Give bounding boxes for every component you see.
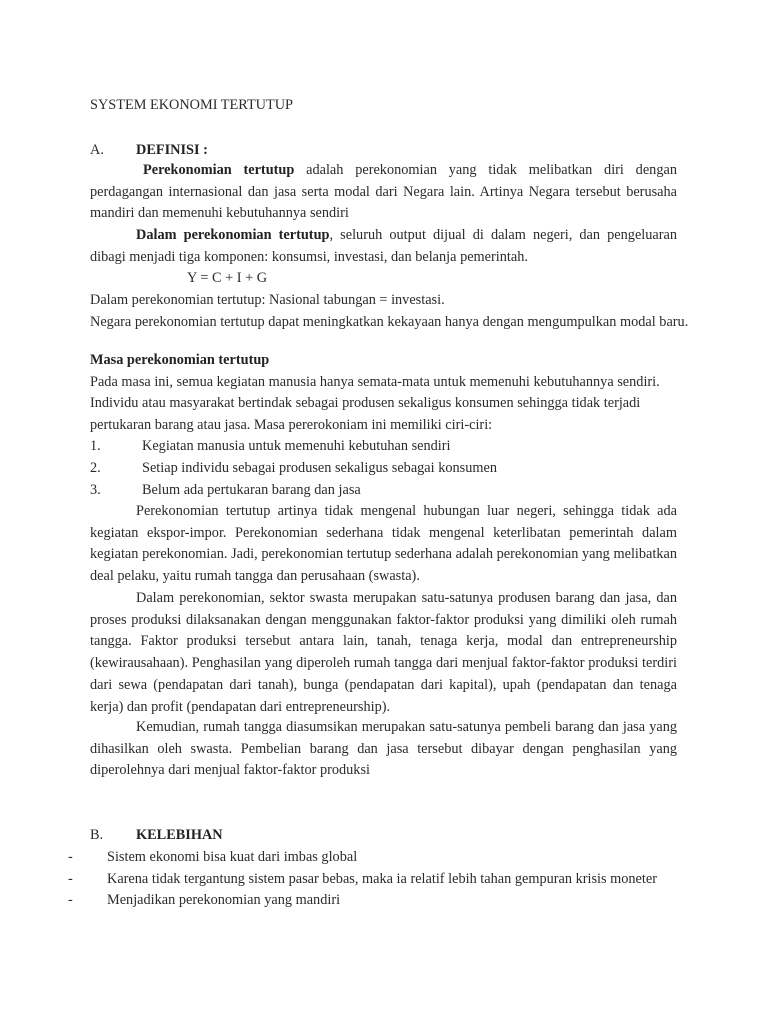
masa-line-1: Pada masa ini, semua kegiatan manusia hanya semata-mata untuk memenuhi kebutuhannya sendiri. [90,374,660,390]
list-number: 3. [90,482,101,498]
savings-statement: Dalam perekonomian tertutup: Nasional tabungan = investasi. [90,292,445,308]
wealth-statement: Negara perekonomian tertutup dapat meningkatkan kekayaan hanya dengan mengumpulkan modal baru. [90,314,689,330]
document-title: SYSTEM EKONOMI TERTUTUP [90,97,294,113]
masa-line-2: Individu atau masyarakat bertindak sebagai produsen sekaligus konsumen sehingga tidak terjadi [90,395,641,411]
list-text: Belum ada pertukaran barang dan jasa [142,482,361,498]
definition-term-1: Perekonomian tertutup [143,162,295,178]
formula: Y = C + I + G [187,270,268,286]
advantage-item [68,869,657,891]
masa-line-3: pertukaran barang atau jasa. Masa pererokoniam ini memiliki ciri-ciri: [90,417,493,433]
list-number: 1. [90,438,101,454]
dash-bullet: - [68,871,73,887]
section-a-title: DEFINISI : [136,142,208,158]
list-item [90,458,497,480]
closed-economy-paragraph: Perekonomian tertutup artinya tidak mengenal hubungan luar negeri, sehingga tidak ada kegiatan ekspor-impor. Perekonomian sederhana tidak mengenal keterlibatan pemerintah dalam kegiatan perekonomian. Jadi, perekonomian tertutup sederhana adalah perekonomian yang melibatkan deal pelaku, yaitu rumah tangga dan perusahaan (swasta). [90,503,677,585]
definition-paragraph-1 [90,160,677,225]
dash-bullet: - [68,892,73,908]
section-a-marker: A. [90,142,104,158]
advantage-text: Sistem ekonomi bisa kuat dari imbas global [107,849,358,865]
masa-heading-text: Masa perekonomian tertutup [90,352,270,368]
definition-text-2: , seluruh output dijual di dalam negeri, dan pengeluaran dibagi menjadi tiga komponen: konsumsi, investasi, dan belanja pemerintah. [90,227,678,265]
advantage-item [68,847,357,869]
advantage-item [68,890,340,912]
section-a-heading [90,140,208,162]
household-paragraph: Kemudian, rumah tangga diasumsikan merupakan satu-satunya pembeli barang dan jasa yang dihasilkan oleh swasta. Pembelian barang dan jasa tersebut dibayar dengan penghasilan yang diperolehnya dari menjual faktor-faktor produksi [90,719,677,779]
list-number: 2. [90,460,101,476]
definition-paragraph-2 [90,225,677,268]
definition-term-2: Dalam perekonomian tertutup [136,227,330,243]
advantage-text: Menjadikan perekonomian yang mandiri [107,892,341,908]
list-item [90,480,361,502]
advantage-text: Karena tidak tergantung sistem pasar bebas, maka ia relatif lebih tahan gempuran krisis moneter [107,871,657,887]
masa-heading [90,350,269,372]
list-item [90,436,451,458]
dash-bullet: - [68,849,73,865]
section-b-heading [90,825,223,847]
list-text: Setiap individu sebagai produsen sekaligus sebagai konsumen [142,460,497,476]
definition-text-1: adalah perekonomian yang tidak melibatkan diri dengan perdagangan internasional dan jasa serta modal dari Negara lain. Artinya Negara tersebut berusaha mandiri dan memenuhi kebutuhannya sendiri [90,162,677,222]
private-sector-paragraph: Dalam perekonomian, sektor swasta merupakan satu-satunya produsen barang dan jasa, dan proses produksi dilaksanakan dengan menggunakan faktor-faktor produksi yang dimiliki oleh rumah tangga. Faktor produksi tersebut antara lain, tanah, tenaga kerja, modal dan entrepreneurship (kewirausahaan). Penghasilan yang diperoleh rumah tangga dari menjual faktor-faktor produksi terdiri dari sewa (pendapatan dari tanah), bunga (pendapatan dari kapital), upah (pendapatan dan tenaga kerja) dan profit (pendapatan dari entrepreneurship). [90,590,677,715]
section-b-marker: B. [90,827,104,843]
section-b-title: KELEBIHAN [136,827,223,843]
list-text: Kegiatan manusia untuk memenuhi kebutuhan sendiri [142,438,451,454]
